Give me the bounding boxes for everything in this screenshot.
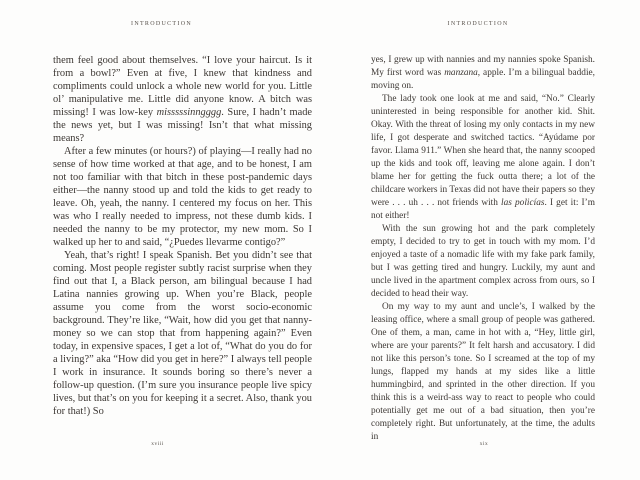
page-number-left: xviii: [151, 441, 164, 447]
paragraph: The lady took one look at me and said, “No.” Clearly uninterested in being responsible for another kid. Shit. Okay. With the threat of losing my only contacts in my new life, I got desperate and switched tactics. “Ayúdame por favor. Llama 911.” When she heard that, the nanny scooped up the kids and took off, leaving me alone again. I don’t blame her for getting the fuck outta there; a lot of the childcare workers in Texas did not have their papers so they were . . . uh . . . not friends with las policías. I get it: I’m not either!: [371, 94, 595, 221]
page-number-right: xix: [479, 441, 489, 447]
paragraph: With the sun growing hot and the park completely empty, I decided to try to get in touch with my mom. I’d enjoyed a taste of a nomadic life with my fake park family, but I was getting tired and hungry. Luckily, my aunt and uncle lived in the apartment complex across from ours, so I decided to head their way.: [371, 224, 595, 299]
paragraph: them feel good about themselves. “I love your haircut. Is it from a bowl?” Even at five, I knew that kindness and compliments could unlock a whole new world for you. Little ol’ manipulative me. Little did anyone know. A bitch was missing! I was low-key misssssinngggg. Sure, I hadn’t made the news yet, but I was missing! Isn’t that what missing means?: [53, 55, 313, 144]
paragraph: yes, I grew up with nannies and my nannies spoke Spanish. My first word was manzana, apple. I’m a bilingual baddie, moving on.: [371, 55, 595, 91]
paragraph: Yeah, that’s right! I speak Spanish. Bet you didn’t see that coming. Most people register subtly racist surprise when they find out that I, a Black person, am bilingual because I had Latina nannies growing up. When you’re Black, people assume you come from the worst socio-economic background. They’re like, “Wait, how did you get that nanny-money so we can stop that from happening again?” Even today, in expensive spaces, I get a lot of, “What do you do for a living?” aka “How did you get in here?” I always tell people I work in insurance. It sounds boring so there’s never a follow-up question. (I’m sure you insurance people live spicy lives, but that’s on you for keeping it a secret. Also, thank you for that!) So: [53, 250, 312, 417]
paragraph: On my way to my aunt and uncle’s, I walked by the leasing office, where a small group of people was gathered. One of them, a man, came in hot with a, “Hey, little girl, where are your parents?” It felt harsh and accusatory. I did not like this person’s tone. So I screamed at the top of my lungs, flapped my hands at my sides like a little hummingbird, and sprinted in the other direction. If you think this is a weird-ass way to react to people who could potentially get me out of a bad situation, then you’re completely right. But unfortunately, at the time, the adults in: [371, 302, 595, 442]
left-page: [53, 0, 312, 480]
running-head-right: INTRODUCTION: [447, 21, 509, 27]
body-text-right: [371, 54, 595, 444]
body-text-left: [53, 54, 312, 418]
running-head-left: INTRODUCTION: [131, 21, 192, 27]
right-page: [371, 0, 595, 480]
paragraph: After a few minutes (or hours?) of playing—I really had no sense of how time worked at that age, and to be honest, I am not too familiar with that bitch in these post-pandemic days either—the nanny stood up and told the kids to get ready to leave. Oh, yeah, the nanny. I centered my focus on her. This was who I really needed to impress, not these dumb kids. I needed the nanny to be my protector, my new mom. So I walked up her to and said, “¿Puedes llevarme contigo?”: [53, 146, 312, 248]
